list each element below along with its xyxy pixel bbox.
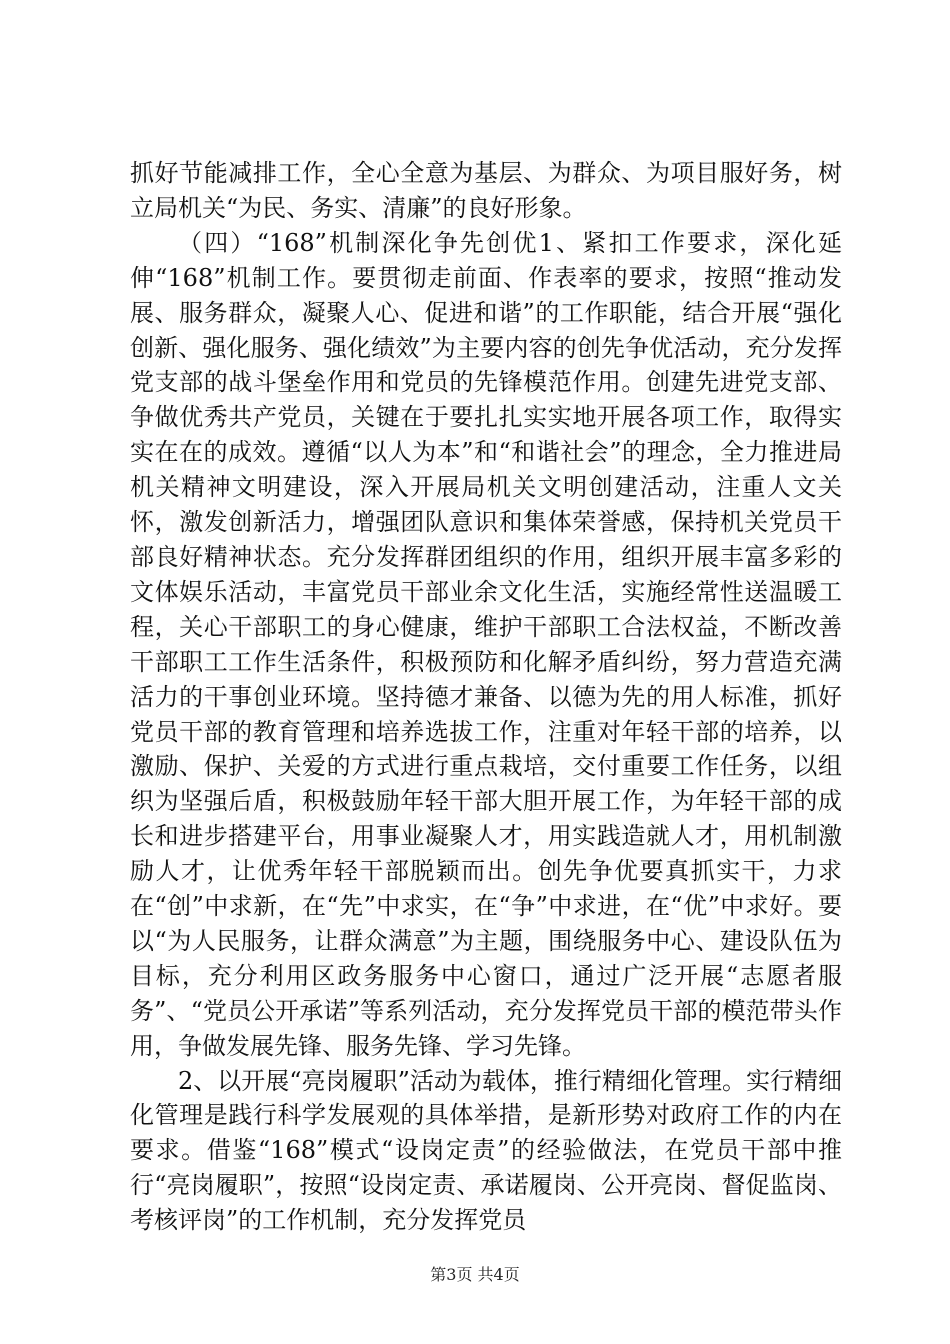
page-footer: 第3页 共4页 (430, 1265, 520, 1284)
paragraph-2: （四）“168”机制深化争先创优1、紧扣工作要求，深化延伸“168”机制工作。要贯彻走前面、作表率的要求，按照“推动发展、服务群众，凝聚人心、促进和谐”的工作职能，结合开展“强化创新、强化服务、强化绩效”为主要内容的创先争优活动，充分发挥党支部的战斗堡垒作用和党员的先锋模范作用。创建先进党支部、争做优秀共产党员，关键在于要扎扎实实地开展各项工作，取得实实在在的成效。遵循“以人为本”和“和谐社会”的理念，全力推进局机关精神文明建设，深入开展局机关文明创建活动，注重人文关怀，激发创新活力，增强团队意识和集体荣誉感，保持机关党员干部良好精神状态。充分发挥群团组织的作用，组织开展丰富多彩的文体娱乐活动，丰富党员干部业余文化生活，实施经常性送温暖工程，关心干部职工的身心健康，维护干部职工合法权益，不断改善干部职工工作生活条件，积极预防和化解矛盾纠纷，努力营造充满活力的干事创业环境。坚持德才兼备、以德为先的用人标准，抓好党员干部的教育管理和培养选拔工作，注重对年轻干部的培养，以激励、保护、关爱的方式进行重点栽培，交付重要工作任务，以组织为坚强后盾，积极鼓励年轻干部大胆开展工作，为年轻干部的成长和进步搭建平台，用事业凝聚人才，用实践造就人才，用机制激励人才，让优秀年轻干部脱颖而出。创先争优要真抓实干，力求在“创”中求新，在“先”中求实，在“争”中求进，在“优”中求好。要以“为人民服务，让群众满意”为主题，围绕服务中心、建设队伍为目标，充分利用区政务服务中心窗口，通过广泛开展“志愿者服务”、“党员公开承诺”等系列活动，充分发挥党员干部的模范带头作用，争做发展先锋、服务先锋、学习先锋。 (130, 228, 842, 1060)
paragraph-1: 抓好节能减排工作，全心全意为基层、为群众、为项目服好务，树立局机关“为民、务实、清廉”的良好形象。 (130, 159, 842, 222)
paragraph-3: 2、以开展“亮岗履职”活动为载体，推行精细化管理。实行精细化管理是践行科学发展观的具体举措，是新形势对政府工作的内在要求。借鉴“168”模式“设岗定责”的经验做法，在党员干部中推行“亮岗履职”，按照“设岗定责、承诺履岗、公开亮岗、督促监岗、考核评岗”的工作机制，充分发挥党员 (130, 1066, 842, 1235)
document-body (130, 156, 842, 1238)
